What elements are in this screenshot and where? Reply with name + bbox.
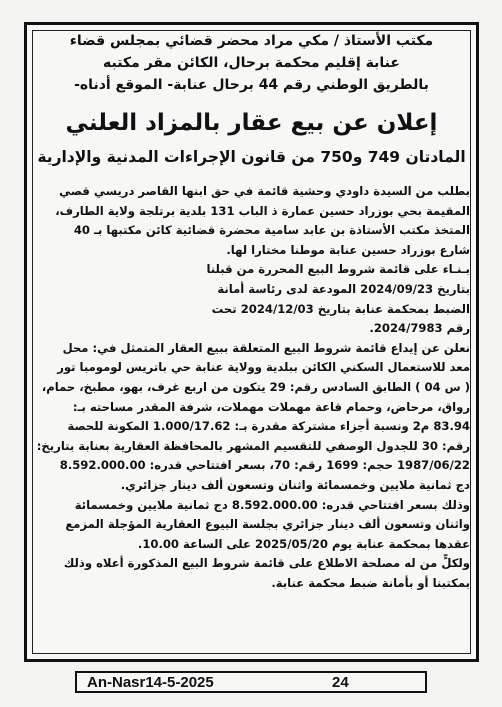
page-number: 24 (332, 674, 349, 691)
notice-content (33, 30, 470, 593)
newspaper-edition: An-Nasr14-5-2025 (87, 674, 214, 691)
notice-title: إعلان عن بيع عقار بالمزاد العلني (65, 110, 438, 136)
body-line: واثنان وتسعون ألف دينار جزائري بجلسة البيوع العقارية المؤجلة المزمع (65, 517, 470, 532)
body-line: معد للاستعمال السكني الكائن ببلدية وولاية عنابة حي باتريس لومومبا تور (57, 360, 470, 375)
notice-subtitle: المادتان 749 و750 من قانون الإجراءات المدنية والإدارية (37, 148, 466, 166)
body-line: شارع بوزراد حسين عنابة موطنا مختارا لها. (226, 242, 470, 257)
body-line: وذلك بسعر افتتاحي قدره: 8.592.000.00 دج ثمانية ملايين وخمسمائة (74, 497, 470, 512)
body-line: الضبط بمحكمة عنابة بتاريخ 2024/12/03 تحت (211, 301, 470, 316)
body-line: رواق، مرحاض، وحمام قاعة مهملات مهملات، شرفة المقدر مساحته بـ: (72, 399, 470, 414)
body-line: المقيمة بحي بوزراد حسين عمارة ذ الباب 131 بلدية برتلجة ولاية الطارف، (55, 203, 470, 218)
body-line: دج ثمانية ملايين وخمسمائة واثنان وتسعون ألف دينار جزائري. (120, 477, 470, 492)
body-line: المتخذ مكتب الأستاذة بن عابد سامية محضرة قضائية كائن مكتبها بـ 40 (73, 223, 470, 238)
bailiff-header (33, 30, 470, 96)
body-line: 1987/06/22 حجم: 1699 رقم: 70، بسعر افتتاحي قدره: 8.592.000.00 (59, 458, 470, 473)
body-line: رقم: 30 للجدول الوصفي للتقسيم المشهر بالمحافظة العقارية بعنابة بتاريخ: (36, 438, 470, 453)
newspaper-footer (75, 671, 427, 693)
body-line: بتاريخ 2024/09/23 المودعة لدى رئاسة أمانة (217, 281, 470, 296)
body-line: ( س 04 ) الطابق السادس رقم: 29 يتكون من اربع غرف، بهو، مطبخ، حمام، (41, 379, 470, 394)
body-line: بـنـاء على قائمة شروط البيع المحررة من قبلنا (206, 262, 470, 277)
body-line: 83.94 م2 ونسبة أجزاء مشتركة مقدرة بـ: 1.000/17.62 المكونة للحصة (67, 419, 470, 434)
body-line: بمكتبنا أو بأمانة ضبط محكمة عنابة. (271, 575, 470, 590)
header-line: مكتب الأستاذ / مكي مراد محضر قضائي بمجلس قضاء (69, 33, 434, 49)
body-line: ولكلٍّ من له مصلحة الاطلاع على قائمة شروط البيع المذكورة أعلاه وذلك (63, 556, 470, 571)
header-line: بالطريق الوطني رقم 44 برحال عنابة- الموقع أدناه- (74, 77, 429, 93)
notice-body (33, 182, 470, 593)
body-line: رقم 2024/7983. (369, 321, 470, 336)
body-line: عقدها بمحكمة عنابة يوم 2025/05/20 على الساعة 10.00. (137, 536, 470, 551)
header-line: عنابة إقليم محكمة برحال، الكائن مقر مكتبه (103, 55, 400, 71)
body-line: بطلب من السيدة داودي وحشية قائمة في حق ابنها القاصر دريسي قصي (59, 184, 470, 198)
body-line: نعلن عن إيداع قائمة شروط البيع المتعلقة ببيع العقار المتمثل في: محل (62, 340, 470, 355)
